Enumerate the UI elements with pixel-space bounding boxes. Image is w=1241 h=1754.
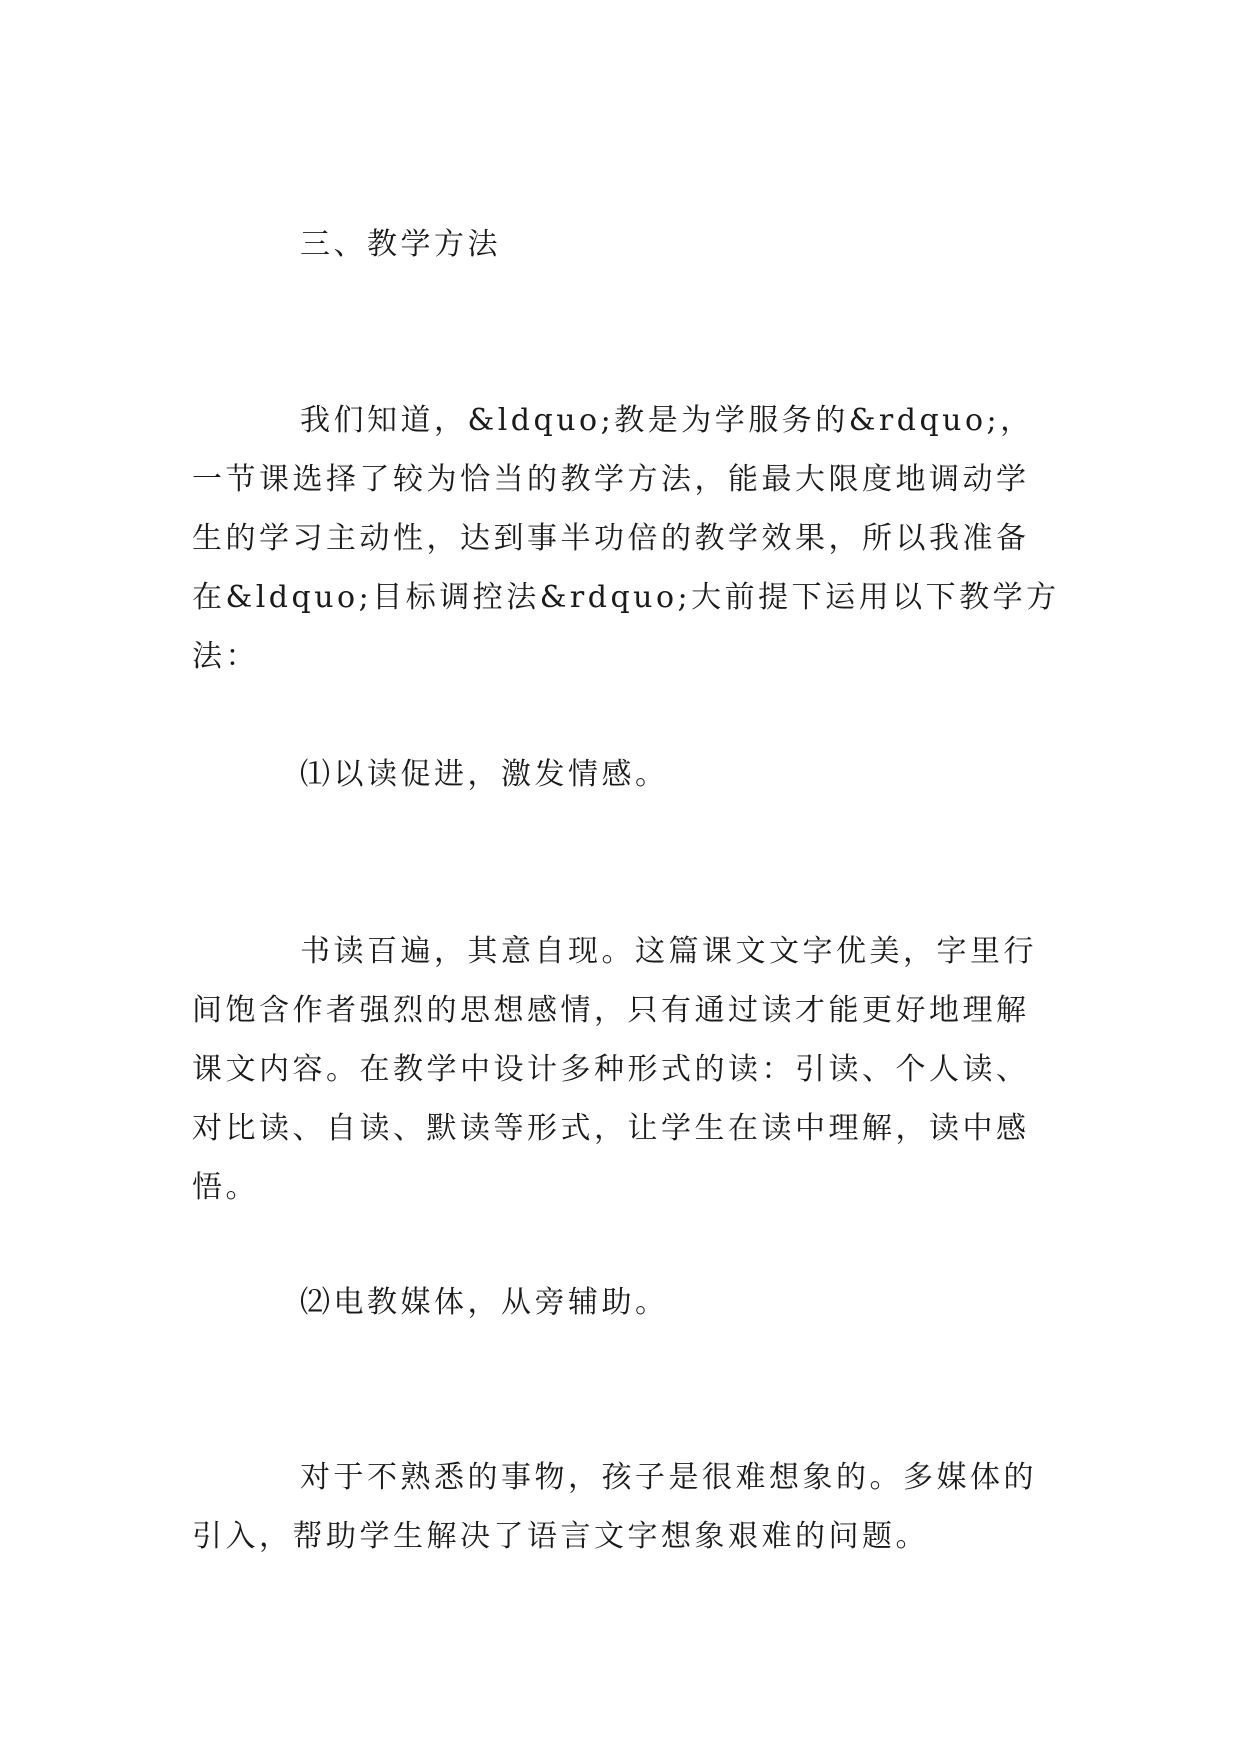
paragraph-reading: 书读百遍，其意自现。这篇课文文字优美，字里行间饱含作者强烈的思想感情，只有通过读才能更好地理解课文内容。在教学中设计多种形式的读：引读、个人读、对比读、自读、默读等形式，让学生在读中理解，读中感悟。 — [192, 934, 1037, 1205]
subheading-reading: ⑴以读促进，激发情感。 — [300, 757, 669, 792]
section-heading: 三、教学方法 — [300, 227, 501, 262]
paragraph-media: 对于不熟悉的事物，孩子是很难想象的。多媒体的引入，帮助学生解决了语言文字想象艰难的问题。 — [192, 1460, 1037, 1554]
subheading-media: ⑵电教媒体，从旁辅助。 — [300, 1285, 669, 1320]
paragraph-intro: 我们知道，&ldquo;教是为学服务的&rdquo;，一节课选择了较为恰当的教学方法，能最大限度地调动学生的学习主动性，达到事半功倍的教学效果，所以我准备在&ldquo;目标调控法&rdquo;大前提下运用以下教学方法： — [192, 403, 1060, 674]
